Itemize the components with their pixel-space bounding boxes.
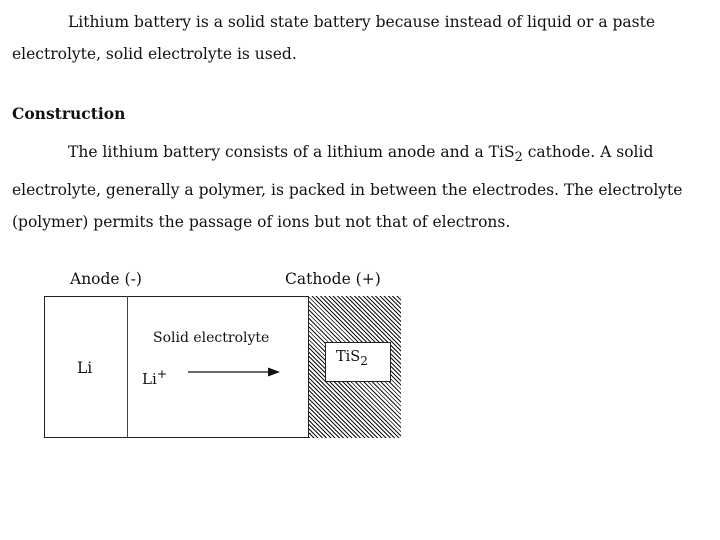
- construction-line-1a: The lithium battery consists of a lithium anode and a TiS: [68, 143, 515, 161]
- construction-heading: Construction: [12, 104, 126, 123]
- cathode-label: Cathode (+): [285, 270, 381, 288]
- intro-line-1: Lithium battery is a solid state battery because instead of liquid or a paste: [68, 13, 656, 31]
- construction-line-1b: cathode. A solid: [522, 143, 654, 161]
- cathode-material-box: [325, 342, 391, 382]
- electrolyte-label: Solid electrolyte: [153, 330, 270, 346]
- lithium-ion-label: [142, 366, 167, 388]
- intro-line-2: electrolyte, solid electrolyte is used.: [12, 45, 297, 63]
- ion-symbol: Li: [142, 370, 157, 388]
- construction-line-1-sub: 2: [514, 150, 523, 166]
- cathode-material: TiS: [336, 349, 361, 365]
- construction-line-3: (polymer) permits the passage of ions but not that of electrons.: [12, 213, 511, 232]
- anode-divider: [127, 296, 128, 438]
- construction-line-1: [12, 136, 702, 174]
- construction-paragraph: [12, 136, 702, 238]
- ion-flow-arrow-icon: [186, 364, 282, 378]
- construction-line-2: electrolyte, generally a polymer, is packed in between the electrodes. The electrolyte: [12, 181, 683, 200]
- ion-charge: +: [156, 366, 168, 381]
- anode-material: Li: [77, 359, 93, 377]
- anode-label: Anode (-): [70, 270, 142, 288]
- cathode-material-sub: 2: [360, 353, 368, 368]
- intro-paragraph: [12, 6, 702, 70]
